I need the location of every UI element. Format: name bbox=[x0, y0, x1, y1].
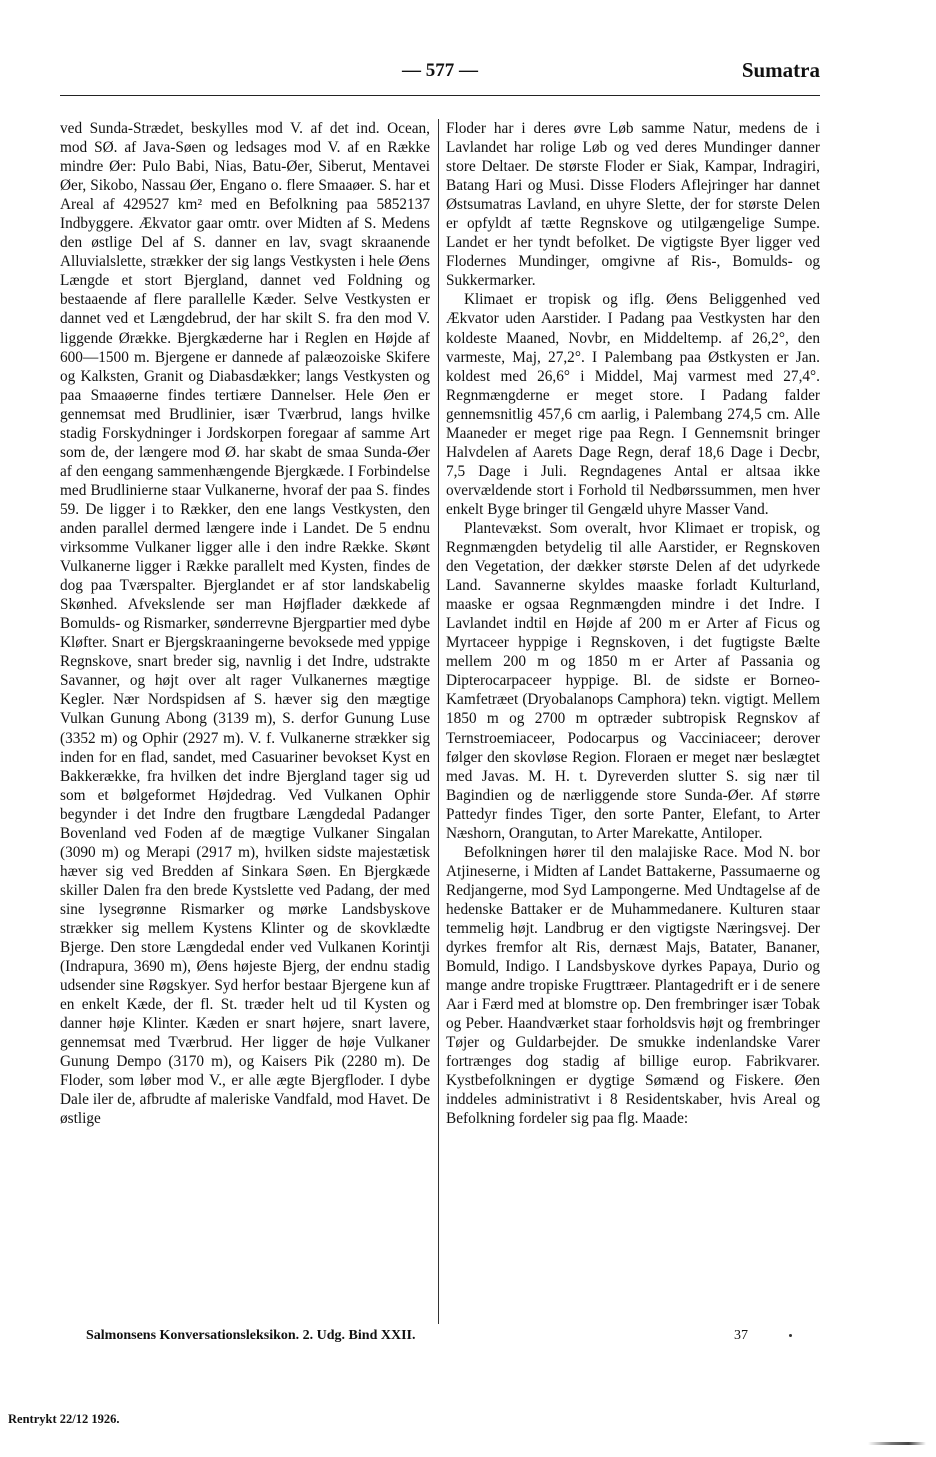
paragraph: Floder har i deres øvre Løb samme Natur, medens de i Lavlandet har rolige Løb og ved deres Mundinger danner store Deltaer. De største Floder er Siak, Kampar, Indragiri, Batang Hari og Musi. Disse Floders Aflejringer har dannet Østsumatras Lavland, en uhyre Slette, der for største Delen er opfyldt af tætte Regnskove og utilgængelige Sumpe. Landet er her tyndt befolket. De vigtigste Byer ligger ved Flodernes Mundinger, omgivne af Ris-, Bomulds- og Sukkermarker. bbox=[446, 120, 820, 290]
header-rule bbox=[60, 95, 820, 96]
column-divider bbox=[438, 119, 439, 1324]
right-column bbox=[446, 119, 820, 1128]
paragraph-vegetation: Plantevækst. Som overalt, hvor Klimaet er tropisk, og Regnmængden betydelig til alle Aarstider, er Regnskoven den Vegetation, der dækker største Delen af det udyrkede Land. Savannerne skyldes maaske forladt Kulturland, maaske er ogsaa Regnmængden mindre i det Indre. I Lavlandet indtil en Højde af 200 m er Arter af Ficus og Myrtaceer hyppige i Regnskoven, i det fugtigste Bælte mellem 200 m og 1850 m er Arter af Passania og Dipterocarpaceer hyppige. Bl. de sidste er Borneo-Kamfetræet (Dryobalanops Camphora) tekn. vigtigt. Mellem 1850 m og 2700 m optræder subtropisk Regnskov af Ternstroemiaceer, Podocarpus og Vacciniaceer; derover følger den skovløse Region. Floraen er meget nær beslægtet med Javas. M. H. t. Dyreverden slutter S. sig nær til Bagindien og de nærliggende store Sunda-Øer. Af større Pattedyr findes Tiger, den sorte Panter, Elefant, to Arter Næshorn, Orangutan, to Arter Marekatte, Antiloper. bbox=[446, 519, 820, 842]
page-footer bbox=[86, 1328, 820, 1344]
page-number: — 577 — bbox=[402, 60, 478, 81]
page-header bbox=[60, 58, 820, 92]
left-column bbox=[60, 119, 430, 1128]
footer-source: Salmonsens Konversationsleksikon. 2. Udg. Bind XXII. bbox=[86, 1328, 416, 1343]
paragraph: ved Sunda-Strædet, beskylles mod V. af det ind. Ocean, mod SØ. af Java-Søen og ledsages mod V. af en Række mindre Øer: Pulo Babi, Nias, Batu-Øer, Siberut, Mentavei Øer, Sikobo, Nassau Øer, Engano o. flere Smaaøer. S. har et Areal af 429527 km² med en Befolkning paa 5852137 Indbyggere. Ækvator gaar omtr. over Midten af S. Medens den østlige Del af S. danner en lav, svagt skraanende Alluvialslette, strækker der sig langs Vestkysten i hele Øens Længde et stort Bjergland, dannet ved Foldning og bestaaende af flere parallelle Kæder. Selve Vestkysten er dannet ved et Længdebrud, der har skilt S. fra den mod V. liggende Ørække. Bjergkæderne har i Reglen en Højde af 600—1500 m. Bjergene er dannede af palæozoiske Skifere og Kalksten, Granit og Diabasdækker; langs Vestkysten og paa Smaaøerne findes tertiære Dannelser. Hele Øen er gennemsat med Brudlinier, især Tværbrud, langs hvilke stadig Forskydninger i Jordskorpen foregaar af samme Art som de, der længere mod Ø. har skabt de smaa Sunda-Øer af den eengang sammenhængende Bjergkæde. I Forbindelse med Brudlinierne staar Vulkanerne, hvoraf der paa S. findes 59. De ligger i to Rækker, den ene langs Vestkysten, den anden parallel dermed længere inde i Landet. De 5 endnu virksomme Vulkaner ligger alle i den indre Række. Skønt Vulkanerne ligger i Række parallelt med Kysten, findes de dog paa Tværspalter. Bjerglandet er af stor landskabelig Skønhed. Afvekslende ser man Højflader dækkede af Bomulds- og Rismarker, sønderrevne Bjergpartier med dybe Kløfter. Snart er Bjergskraaningerne bevoksede med yppige Regnskove, snart breder sig, navnlig i det Indre, udstrakte Savanner, og højt over alt rager Vulkanernes mægtige Kegler. Nær Nordspidsen af S. hæver sig den mægtige Vulkan Gunung Abong (3139 m), S. derfor Gunung Luse (3352 m) og Ophir (2927 m). V. f. Vulkanerne strækker sig inden for en flad, sandet, med Casuariner bevokset Kyst en Bakkerække, fra hvilken det indre Bjergland tager sig ud som et bølgeformet Højdedrag. Ved Vulkanen Ophir begynder i det Indre den frugtbare Længdedal Padanger Bovenland ved Foden af de mægtige Vulkaner Singalan (3090 m) og Merapi (2917 m), hvilken sidste majestætisk hæver sig ved Bredden af Sinkara Søen. En Bjergkæde skiller Dalen fra den brede Kystslette ved Padang, der med sine lysegrønne Rismarker og mørke Landsbyskove strækker sig mellem Kystens Klinter og de skovklædte Bjerge. Den store Længdedal ender ved Vulkanen Korintji (Indrapura, 3690 m), Øens højeste Bjerg, der endnu stadig udsender sine Røgskyer. Syd herfor bestaar Bjergene kun af en enkelt Kæde, der fl. St. træder helt ud til Kysten og danner høje Klinter. Kæden er snart højere, snart lavere, gennemsat med Tværbrud. Her ligger de høje Vulkaner Gunung Dempo (3170 m), og Kaisers Pik (2280 m). De Floder, som løber mod V., er alle ægte Bjergfloder. I dybe Dale iler de, afbrudte af maleriske Vandfald, mod Havet. De østlige bbox=[60, 120, 430, 1128]
sheet-number: 37 bbox=[734, 1328, 748, 1343]
reprint-note: Rentrykt 22/12 1926. bbox=[8, 1412, 120, 1426]
paragraph-climate: Klimaet er tropisk og iflg. Øens Beliggenhed ved Ækvator uden Aarstider. I Padang paa Vestkysten har den koldeste Maaned, Novbr, en Middeltemp. af 26,2°, den varmeste, Maj, 27,2°. I Palembang paa Østkysten er Jan. koldest med 26,6° i Middel, Maj varmest med 27,4°. Regnmængderne er meget store. I Padang falder gennemsnitlig 457,6 cm aarlig, i Palembang 274,5 cm. Alle Maaneder er meget rige paa Regn. I Gennemsnit bringer Halvdelen af Aarets Dage Regn, deraf 18,6 Dage i Decbr, 7,5 Dage i Juli. Regndagenes Antal er altsaa ikke overvældende stort i Forhold til Nedbørssummen, men hver enkelt Byge bringer til Gengæld uhyre Masser Vand. bbox=[446, 291, 820, 518]
scan-smudge bbox=[868, 1442, 926, 1445]
paragraph-population: Befolkningen hører til den malajiske Race. Mod N. bor Atjineserne, i Midten af Landet Battakerne, Passumaerne og Redjangerne, mod Syd Lampongerne. Med Undtagelse af de hedenske Battaker er de Muhammedanere. Kulturen staar temmelig højt. Landbrug er den vigtigste Næringsvej. Der dyrkes fremfor alt Ris, dernæst Majs, Batater, Bananer, Bomuld, Indigo. I Landsbyskove dyrkes Papaya, Durio og mange andre tropiske Frugttræer. Plantagedrift er i de senere Aar i Færd med at blomstre op. Den frembringer især Tobak og Peber. Haandværket staar forholdsvis højt og frembringer Tøjer og Guldarbejder. De smukke indenlandske Varer fortrænges dog stadig af billige europ. Fabrikvarer. Kystbefolkningen er dygtige Sømænd og Fiskere. Øen inddeles administrativt i 8 Residentskaber, hvis Areal og Befolkning fordeler sig paa flg. Maade: bbox=[446, 843, 820, 1128]
print-speck bbox=[789, 1334, 792, 1337]
page-title: Sumatra bbox=[741, 58, 820, 82]
